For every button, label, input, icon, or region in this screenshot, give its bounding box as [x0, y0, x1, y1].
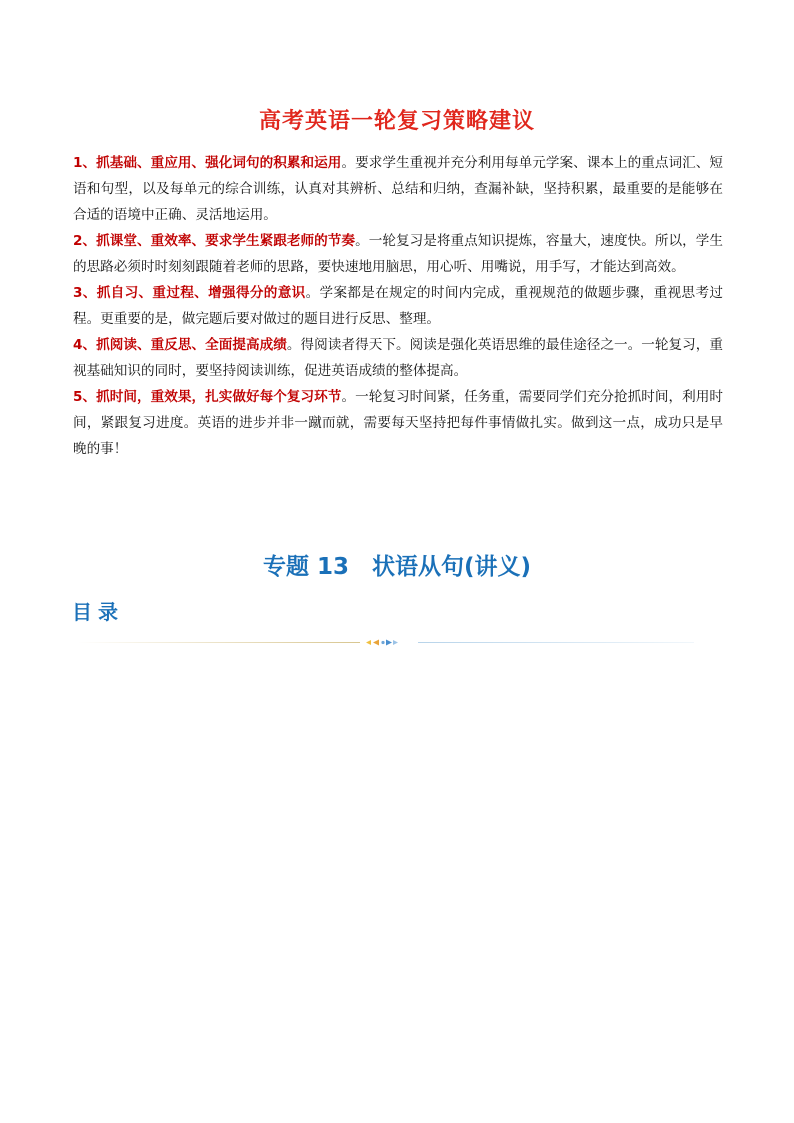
tip-item-1 [73, 150, 723, 228]
tip-lead: 1、抓基础、重应用、强化词句的积累和运用 [73, 155, 342, 171]
tip-body: 。一轮复习是将重点知识提炼，容量大，速度快。所以，学生的思路必须时时刻刻跟随着老师的思路，要快速地用脑思，用心听、用嘴说，用手写，才能达到高效。 [73, 233, 723, 275]
main-title: 高考英语一轮复习策略建议 [258, 109, 535, 134]
divider-line-left [78, 642, 360, 643]
tip-lead: 5、抓时间，重效果，扎实做好每个复习环节 [73, 389, 342, 405]
divider-line-right [418, 642, 694, 643]
tip-body: 。得阅读者得天下。阅读是强化英语思维的最佳途径之一。一轮复习，重视基础知识的同时，要坚持阅读训练，促进英语成绩的整体提高。 [73, 337, 723, 379]
ornament-icon [364, 638, 400, 647]
tip-lead: 2、抓课堂、重效率、要求学生紧跟老师的节奏 [73, 233, 356, 249]
tip-item-2 [73, 228, 723, 280]
tip-body: 。学案都是在规定的时间内完成，重视规范的做题步骤，重视思考过程。更重要的是，做完题后要对做过的题目进行反思、整理。 [73, 285, 723, 327]
toc-divider [78, 641, 694, 645]
lecture-title: 专题 13 状语从句(讲义) [262, 554, 532, 580]
tip-body: 。一轮复习时间紧，任务重，需要同学们充分抢抓时间，利用时间，紧跟复习进度。英语的进步并非一蹴而就，需要每天坚持把每件事情做扎实。做到这一点，成功只是早晚的事！ [73, 389, 723, 457]
tip-item-5 [73, 384, 723, 462]
tip-item-3 [73, 280, 723, 332]
tip-item-4 [73, 332, 723, 384]
strategy-tips [73, 150, 723, 462]
toc-heading: 目录 [72, 600, 124, 624]
tip-lead: 4、抓阅读、重反思、全面提高成绩 [73, 337, 287, 353]
tip-lead: 3、抓自习、重过程、增强得分的意识 [73, 285, 306, 301]
tip-body: 。要求学生重视并充分利用每单元学案、课本上的重点词汇、短语和句型，以及每单元的综合训练，认真对其辨析、总结和归纳，查漏补缺，坚持积累，最重要的是能够在合适的语境中正确、灵活地运用。 [73, 155, 723, 223]
